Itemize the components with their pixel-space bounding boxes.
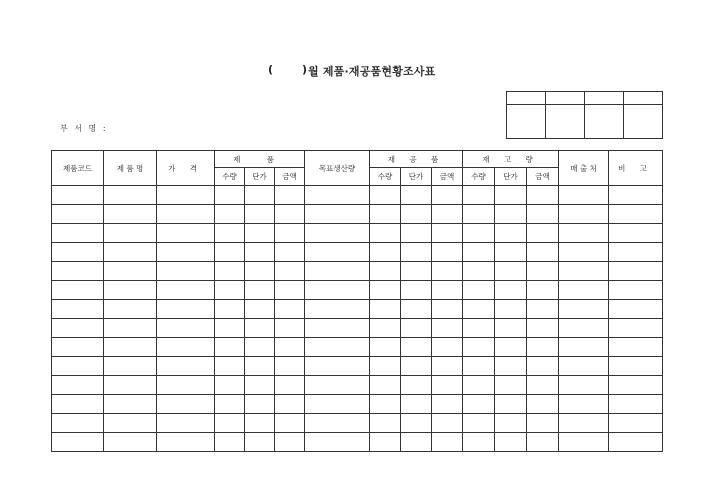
subheader-product-qty: 수량: [215, 168, 245, 186]
table-cell[interactable]: [305, 357, 370, 376]
table-cell[interactable]: [432, 357, 463, 376]
subheader-wip-unit-price: 단가: [401, 168, 432, 186]
table-cell[interactable]: [495, 262, 527, 281]
table-cell[interactable]: [52, 357, 104, 376]
table-cell[interactable]: [609, 186, 663, 205]
table-cell[interactable]: [463, 281, 495, 300]
table-cell[interactable]: [104, 395, 157, 414]
table-cell[interactable]: [157, 262, 215, 281]
table-cell[interactable]: [432, 338, 463, 357]
table-cell[interactable]: [463, 224, 495, 243]
table-cell[interactable]: [527, 300, 559, 319]
table-cell[interactable]: [370, 376, 401, 395]
table-cell[interactable]: [463, 243, 495, 262]
table-cell[interactable]: [104, 376, 157, 395]
header-product-code: 제품코드: [52, 151, 104, 186]
table-cell[interactable]: [305, 433, 370, 452]
table-cell[interactable]: [305, 262, 370, 281]
table-cell[interactable]: [401, 186, 432, 205]
table-cell[interactable]: [463, 414, 495, 433]
table-cell[interactable]: [432, 319, 463, 338]
table-cell[interactable]: [215, 414, 245, 433]
table-cell[interactable]: [370, 243, 401, 262]
subheader-product-unit-price: 단가: [245, 168, 275, 186]
table-cell[interactable]: [52, 414, 104, 433]
approval-header-cell: [507, 92, 546, 105]
table-row: [52, 319, 663, 338]
table-cell[interactable]: [432, 300, 463, 319]
title-text: 월 제품·재공품현황조사표: [308, 65, 436, 78]
table-cell[interactable]: [104, 414, 157, 433]
table-cell[interactable]: [401, 414, 432, 433]
table-cell[interactable]: [559, 205, 609, 224]
table-cell[interactable]: [215, 357, 245, 376]
approval-box: [506, 91, 663, 139]
table-cell[interactable]: [463, 433, 495, 452]
table-cell[interactable]: [609, 205, 663, 224]
table-cell[interactable]: [215, 376, 245, 395]
header-target-production: 목표생산량: [305, 151, 370, 186]
table-cell[interactable]: [609, 319, 663, 338]
table-cell[interactable]: [559, 414, 609, 433]
table-cell[interactable]: [463, 186, 495, 205]
title-close-paren: ): [302, 63, 308, 76]
table-cell[interactable]: [305, 338, 370, 357]
table-cell[interactable]: [370, 205, 401, 224]
table-cell[interactable]: [305, 186, 370, 205]
header-wip-group: 재 공 품: [370, 151, 463, 168]
table-cell[interactable]: [495, 319, 527, 338]
table-cell[interactable]: [432, 186, 463, 205]
table-cell[interactable]: [104, 300, 157, 319]
table-cell[interactable]: [527, 414, 559, 433]
subheader-inventory-amount: 금액: [527, 168, 559, 186]
table-cell[interactable]: [370, 395, 401, 414]
table-cell[interactable]: [104, 224, 157, 243]
header-remarks: 비 고: [609, 151, 663, 186]
table-cell[interactable]: [104, 243, 157, 262]
table-cell[interactable]: [370, 281, 401, 300]
table-cell[interactable]: [275, 433, 305, 452]
table-cell[interactable]: [215, 319, 245, 338]
table-cell[interactable]: [401, 281, 432, 300]
table-cell[interactable]: [463, 376, 495, 395]
table-cell[interactable]: [104, 281, 157, 300]
table-cell[interactable]: [305, 224, 370, 243]
table-cell[interactable]: [432, 376, 463, 395]
table-cell[interactable]: [527, 357, 559, 376]
table-cell[interactable]: [559, 433, 609, 452]
table-cell[interactable]: [104, 319, 157, 338]
table-cell[interactable]: [275, 338, 305, 357]
table-cell[interactable]: [215, 186, 245, 205]
table-cell[interactable]: [305, 319, 370, 338]
table-cell[interactable]: [305, 243, 370, 262]
approval-sign-cell[interactable]: [585, 105, 624, 139]
table-cell[interactable]: [215, 224, 245, 243]
table-cell[interactable]: [275, 319, 305, 338]
table-cell[interactable]: [401, 338, 432, 357]
table-cell[interactable]: [495, 395, 527, 414]
table-cell[interactable]: [104, 186, 157, 205]
table-cell[interactable]: [275, 414, 305, 433]
subheader-wip-amount: 금액: [432, 168, 463, 186]
table-row: [52, 281, 663, 300]
table-cell[interactable]: [432, 433, 463, 452]
table-cell[interactable]: [305, 300, 370, 319]
table-cell[interactable]: [527, 224, 559, 243]
table-cell[interactable]: [559, 319, 609, 338]
table-cell[interactable]: [157, 338, 215, 357]
table-cell[interactable]: [245, 376, 275, 395]
table-cell[interactable]: [609, 395, 663, 414]
table-cell[interactable]: [52, 433, 104, 452]
table-cell[interactable]: [463, 338, 495, 357]
table-cell[interactable]: [52, 395, 104, 414]
table-cell[interactable]: [401, 319, 432, 338]
table-cell[interactable]: [609, 433, 663, 452]
table-cell[interactable]: [245, 243, 275, 262]
subheader-inventory-unit-price: 단가: [495, 168, 527, 186]
approval-sign-cell[interactable]: [624, 105, 663, 139]
table-cell[interactable]: [495, 224, 527, 243]
table-row: [52, 186, 663, 205]
table-cell[interactable]: [104, 262, 157, 281]
table-cell[interactable]: [52, 224, 104, 243]
table-cell[interactable]: [527, 186, 559, 205]
table-cell[interactable]: [215, 300, 245, 319]
table-cell[interactable]: [52, 338, 104, 357]
table-row: [52, 376, 663, 395]
table-cell[interactable]: [432, 395, 463, 414]
table-cell[interactable]: [157, 395, 215, 414]
table-cell[interactable]: [215, 433, 245, 452]
table-row: [52, 338, 663, 357]
table-cell[interactable]: [157, 433, 215, 452]
table-cell[interactable]: [275, 262, 305, 281]
table-cell[interactable]: [527, 319, 559, 338]
table-cell[interactable]: [215, 262, 245, 281]
table-cell[interactable]: [245, 414, 275, 433]
table-cell[interactable]: [215, 243, 245, 262]
table-cell[interactable]: [245, 262, 275, 281]
table-cell[interactable]: [157, 357, 215, 376]
table-cell[interactable]: [305, 281, 370, 300]
table-cell[interactable]: [275, 186, 305, 205]
table-cell[interactable]: [245, 338, 275, 357]
table-cell[interactable]: [609, 300, 663, 319]
table-cell[interactable]: [401, 243, 432, 262]
table-cell[interactable]: [609, 224, 663, 243]
table-cell[interactable]: [275, 300, 305, 319]
header-product-name: 제 품 명: [104, 151, 157, 186]
table-cell[interactable]: [495, 357, 527, 376]
approval-header-cell: [624, 92, 663, 105]
table-cell[interactable]: [370, 433, 401, 452]
department-label: 부 서 명 :: [60, 124, 108, 133]
table-cell[interactable]: [157, 186, 215, 205]
table-cell[interactable]: [401, 357, 432, 376]
table-cell[interactable]: [370, 357, 401, 376]
table-cell[interactable]: [609, 338, 663, 357]
table-cell[interactable]: [245, 224, 275, 243]
table-cell[interactable]: [463, 357, 495, 376]
table-cell[interactable]: [559, 186, 609, 205]
table-cell[interactable]: [463, 262, 495, 281]
table-cell[interactable]: [527, 433, 559, 452]
table-cell[interactable]: [275, 376, 305, 395]
table-cell[interactable]: [370, 224, 401, 243]
status-table: [51, 150, 663, 452]
table-cell[interactable]: [495, 300, 527, 319]
table-cell[interactable]: [157, 414, 215, 433]
table-cell[interactable]: [527, 205, 559, 224]
table-cell[interactable]: [245, 281, 275, 300]
table-cell[interactable]: [104, 338, 157, 357]
table-cell[interactable]: [370, 186, 401, 205]
table-row: [52, 433, 663, 452]
table-cell[interactable]: [52, 319, 104, 338]
table-cell[interactable]: [245, 395, 275, 414]
table-cell[interactable]: [52, 376, 104, 395]
table-cell[interactable]: [305, 376, 370, 395]
approval-sign-cell[interactable]: [507, 105, 546, 139]
table-cell[interactable]: [527, 281, 559, 300]
table-row: [52, 357, 663, 376]
table-cell[interactable]: [370, 338, 401, 357]
table-cell[interactable]: [370, 262, 401, 281]
table-cell[interactable]: [495, 433, 527, 452]
table-cell[interactable]: [157, 300, 215, 319]
table-cell[interactable]: [463, 395, 495, 414]
table-cell[interactable]: [495, 414, 527, 433]
table-cell[interactable]: [275, 224, 305, 243]
table-cell[interactable]: [157, 243, 215, 262]
table-cell[interactable]: [495, 186, 527, 205]
table-row: [52, 224, 663, 243]
table-cell[interactable]: [559, 243, 609, 262]
table-cell[interactable]: [432, 205, 463, 224]
table-cell[interactable]: [245, 205, 275, 224]
table-cell[interactable]: [275, 243, 305, 262]
table-body: [52, 186, 663, 452]
table-cell[interactable]: [559, 357, 609, 376]
table-cell[interactable]: [245, 433, 275, 452]
table-cell[interactable]: [370, 414, 401, 433]
table-cell[interactable]: [215, 281, 245, 300]
table-cell[interactable]: [215, 338, 245, 357]
table-cell[interactable]: [104, 433, 157, 452]
table-cell[interactable]: [401, 300, 432, 319]
table-cell[interactable]: [157, 281, 215, 300]
subheader-inventory-qty: 수량: [463, 168, 495, 186]
table-cell[interactable]: [609, 243, 663, 262]
table-cell[interactable]: [527, 338, 559, 357]
table-cell[interactable]: [432, 262, 463, 281]
table-cell[interactable]: [52, 205, 104, 224]
table-cell[interactable]: [275, 395, 305, 414]
table-cell[interactable]: [463, 300, 495, 319]
table-cell[interactable]: [495, 243, 527, 262]
table-cell[interactable]: [609, 376, 663, 395]
table-cell[interactable]: [245, 357, 275, 376]
table-cell[interactable]: [495, 338, 527, 357]
table-cell[interactable]: [215, 395, 245, 414]
table-cell[interactable]: [370, 300, 401, 319]
table-cell[interactable]: [432, 224, 463, 243]
table-cell[interactable]: [559, 338, 609, 357]
table-cell[interactable]: [527, 243, 559, 262]
table-cell[interactable]: [305, 205, 370, 224]
header-price: 가 격: [157, 151, 215, 186]
table-cell[interactable]: [215, 205, 245, 224]
table-cell[interactable]: [559, 376, 609, 395]
table-cell[interactable]: [157, 205, 215, 224]
approval-sign-cell[interactable]: [546, 105, 585, 139]
table-cell[interactable]: [104, 357, 157, 376]
table-cell[interactable]: [52, 262, 104, 281]
table-cell[interactable]: [401, 376, 432, 395]
table-cell[interactable]: [52, 281, 104, 300]
approval-header-cell: [585, 92, 624, 105]
table-cell[interactable]: [401, 224, 432, 243]
subheader-product-amount: 금액: [275, 168, 305, 186]
table-cell[interactable]: [527, 262, 559, 281]
approval-header-cell: [546, 92, 585, 105]
table-row: [52, 395, 663, 414]
table-cell[interactable]: [275, 357, 305, 376]
table-cell[interactable]: [157, 319, 215, 338]
table-cell[interactable]: [157, 376, 215, 395]
table-row: [52, 205, 663, 224]
header-product-group: 제 품: [215, 151, 305, 168]
table-row: [52, 300, 663, 319]
table-cell[interactable]: [609, 262, 663, 281]
header-customer: 매 출 처: [559, 151, 609, 186]
table-cell[interactable]: [609, 414, 663, 433]
table-row: [52, 414, 663, 433]
table-cell[interactable]: [463, 319, 495, 338]
table-cell[interactable]: [495, 376, 527, 395]
table-cell[interactable]: [527, 376, 559, 395]
table-cell[interactable]: [527, 395, 559, 414]
header-inventory-group: 재 고 량: [463, 151, 559, 168]
table-cell[interactable]: [52, 300, 104, 319]
table-cell[interactable]: [559, 262, 609, 281]
table-cell[interactable]: [495, 205, 527, 224]
table-cell[interactable]: [305, 395, 370, 414]
table-cell[interactable]: [245, 300, 275, 319]
table-cell[interactable]: [609, 357, 663, 376]
table-cell[interactable]: [559, 300, 609, 319]
table-cell[interactable]: [463, 205, 495, 224]
table-cell[interactable]: [609, 281, 663, 300]
table-cell[interactable]: [559, 224, 609, 243]
table-cell[interactable]: [559, 281, 609, 300]
table-cell[interactable]: [245, 319, 275, 338]
table-cell[interactable]: [245, 186, 275, 205]
table-cell[interactable]: [401, 433, 432, 452]
table-cell[interactable]: [401, 205, 432, 224]
table-row: [52, 262, 663, 281]
table-cell[interactable]: [157, 224, 215, 243]
table-cell[interactable]: [559, 395, 609, 414]
table-cell[interactable]: [275, 205, 305, 224]
table-cell[interactable]: [401, 395, 432, 414]
table-cell[interactable]: [432, 414, 463, 433]
table-cell[interactable]: [401, 262, 432, 281]
table-cell[interactable]: [305, 414, 370, 433]
table-cell[interactable]: [275, 281, 305, 300]
table-cell[interactable]: [52, 186, 104, 205]
table-cell[interactable]: [495, 281, 527, 300]
table-cell[interactable]: [52, 243, 104, 262]
table-row: [52, 243, 663, 262]
table-cell[interactable]: [104, 205, 157, 224]
title-open-paren: (: [268, 63, 274, 76]
subheader-wip-qty: 수량: [370, 168, 401, 186]
table-cell[interactable]: [432, 243, 463, 262]
table-cell[interactable]: [432, 281, 463, 300]
table-cell[interactable]: [370, 319, 401, 338]
